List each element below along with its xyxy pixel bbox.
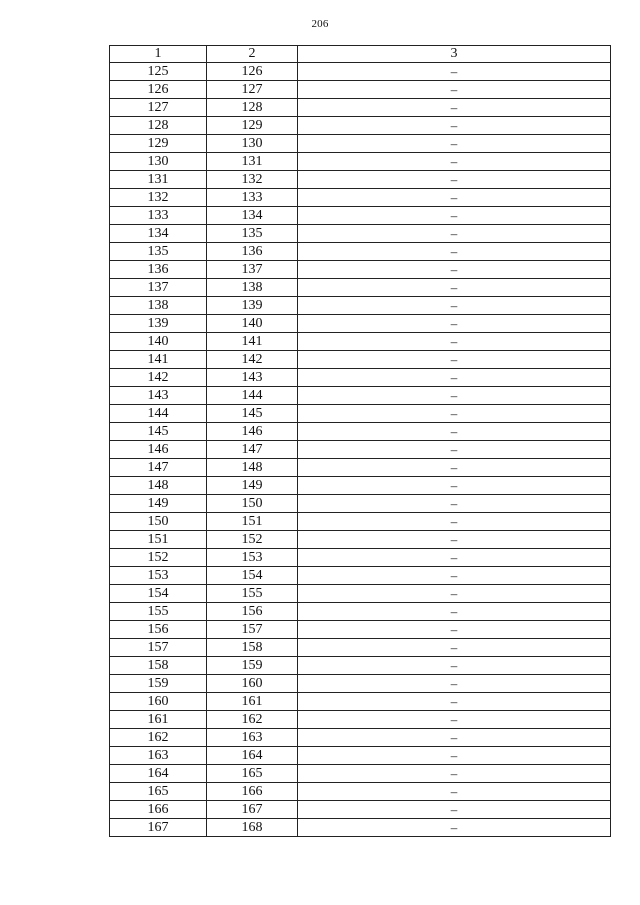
table-row — [110, 585, 611, 603]
table-cell-col-1: 147 — [110, 459, 207, 477]
table-cell-col-3: – — [298, 477, 611, 495]
table-cell-col-3: – — [298, 441, 611, 459]
table-row — [110, 297, 611, 315]
table-row — [110, 549, 611, 567]
table-cell-col-3: – — [298, 369, 611, 387]
table-cell-col-3: – — [298, 153, 611, 171]
table-cell-col-2: 165 — [207, 765, 298, 783]
table-cell-col-3: – — [298, 765, 611, 783]
table-cell-col-1: 153 — [110, 567, 207, 585]
table-cell-col-1: 165 — [110, 783, 207, 801]
table-row — [110, 243, 611, 261]
table-cell-col-2: 138 — [207, 279, 298, 297]
table-cell-col-3: – — [298, 387, 611, 405]
table-cell-col-2: 128 — [207, 99, 298, 117]
table-cell-col-1: 144 — [110, 405, 207, 423]
table-cell-col-2: 127 — [207, 81, 298, 99]
table-cell-col-1: 129 — [110, 135, 207, 153]
table-cell-col-2: 149 — [207, 477, 298, 495]
table-row — [110, 135, 611, 153]
table-row — [110, 189, 611, 207]
column-header-3: 3 — [298, 46, 611, 63]
table-cell-col-3: – — [298, 243, 611, 261]
table-cell-col-3: – — [298, 585, 611, 603]
table-cell-col-1: 145 — [110, 423, 207, 441]
table-cell-col-1: 159 — [110, 675, 207, 693]
table-cell-col-3: – — [298, 81, 611, 99]
table-row — [110, 423, 611, 441]
table-row — [110, 765, 611, 783]
table-cell-col-2: 167 — [207, 801, 298, 819]
table-cell-col-3: – — [298, 603, 611, 621]
table-row — [110, 171, 611, 189]
table-cell-col-3: – — [298, 819, 611, 837]
table-cell-col-3: – — [298, 207, 611, 225]
table-cell-col-1: 158 — [110, 657, 207, 675]
page-number: 206 — [311, 18, 329, 30]
table-row — [110, 639, 611, 657]
table-cell-col-1: 126 — [110, 81, 207, 99]
table-row — [110, 405, 611, 423]
table-cell-col-2: 168 — [207, 819, 298, 837]
table-row — [110, 153, 611, 171]
table-row — [110, 351, 611, 369]
table-row — [110, 261, 611, 279]
table-cell-col-2: 161 — [207, 693, 298, 711]
table-row — [110, 99, 611, 117]
table-header-row — [110, 46, 611, 63]
table-cell-col-2: 136 — [207, 243, 298, 261]
table-cell-col-3: – — [298, 279, 611, 297]
table-row — [110, 657, 611, 675]
table-cell-col-2: 163 — [207, 729, 298, 747]
table-cell-col-3: – — [298, 567, 611, 585]
table-cell-col-2: 164 — [207, 747, 298, 765]
table-cell-col-1: 136 — [110, 261, 207, 279]
table-cell-col-2: 129 — [207, 117, 298, 135]
table-cell-col-2: 166 — [207, 783, 298, 801]
table-cell-col-2: 157 — [207, 621, 298, 639]
table-cell-col-3: – — [298, 405, 611, 423]
table-cell-col-1: 163 — [110, 747, 207, 765]
table-cell-col-1: 151 — [110, 531, 207, 549]
table-cell-col-1: 137 — [110, 279, 207, 297]
table-cell-col-2: 143 — [207, 369, 298, 387]
table-cell-col-1: 139 — [110, 315, 207, 333]
table-cell-col-3: – — [298, 261, 611, 279]
table-cell-col-2: 135 — [207, 225, 298, 243]
table-cell-col-3: – — [298, 531, 611, 549]
table-row — [110, 711, 611, 729]
table-cell-col-3: – — [298, 351, 611, 369]
table-cell-col-1: 141 — [110, 351, 207, 369]
table-cell-col-1: 140 — [110, 333, 207, 351]
table-row — [110, 477, 611, 495]
table-row — [110, 801, 611, 819]
table-cell-col-2: 126 — [207, 63, 298, 81]
table-cell-col-1: 134 — [110, 225, 207, 243]
table-cell-col-3: – — [298, 333, 611, 351]
table-row — [110, 531, 611, 549]
table-row — [110, 783, 611, 801]
table-cell-col-1: 164 — [110, 765, 207, 783]
table-cell-col-1: 161 — [110, 711, 207, 729]
table-cell-col-3: – — [298, 549, 611, 567]
table-cell-col-2: 152 — [207, 531, 298, 549]
table-cell-col-3: – — [298, 783, 611, 801]
table-row — [110, 675, 611, 693]
table-cell-col-1: 128 — [110, 117, 207, 135]
table-cell-col-1: 166 — [110, 801, 207, 819]
table-cell-col-2: 162 — [207, 711, 298, 729]
table-cell-col-3: – — [298, 423, 611, 441]
table-cell-col-1: 154 — [110, 585, 207, 603]
table-cell-col-1: 132 — [110, 189, 207, 207]
table-cell-col-1: 156 — [110, 621, 207, 639]
table-row — [110, 819, 611, 837]
table-cell-col-2: 159 — [207, 657, 298, 675]
table-cell-col-1: 150 — [110, 513, 207, 531]
table-cell-col-3: – — [298, 711, 611, 729]
table-cell-col-1: 138 — [110, 297, 207, 315]
table-cell-col-2: 134 — [207, 207, 298, 225]
table-row — [110, 315, 611, 333]
table-cell-col-2: 153 — [207, 549, 298, 567]
table-cell-col-1: 146 — [110, 441, 207, 459]
data-table — [109, 45, 611, 837]
table-cell-col-3: – — [298, 315, 611, 333]
table-cell-col-2: 160 — [207, 675, 298, 693]
table-cell-col-1: 160 — [110, 693, 207, 711]
table-cell-col-3: – — [298, 693, 611, 711]
table-cell-col-2: 142 — [207, 351, 298, 369]
table-cell-col-2: 148 — [207, 459, 298, 477]
table-cell-col-1: 125 — [110, 63, 207, 81]
table-row — [110, 441, 611, 459]
table-cell-col-1: 157 — [110, 639, 207, 657]
table-cell-col-2: 155 — [207, 585, 298, 603]
table-cell-col-2: 132 — [207, 171, 298, 189]
table-cell-col-1: 162 — [110, 729, 207, 747]
table-cell-col-2: 158 — [207, 639, 298, 657]
table-cell-col-1: 131 — [110, 171, 207, 189]
column-header-2: 2 — [207, 46, 298, 63]
table-row — [110, 279, 611, 297]
table-row — [110, 747, 611, 765]
table-row — [110, 369, 611, 387]
table-cell-col-3: – — [298, 297, 611, 315]
table-cell-col-3: – — [298, 747, 611, 765]
table-row — [110, 693, 611, 711]
table-cell-col-2: 150 — [207, 495, 298, 513]
table-row — [110, 387, 611, 405]
table-cell-col-2: 154 — [207, 567, 298, 585]
table-cell-col-3: – — [298, 729, 611, 747]
table-row — [110, 63, 611, 81]
table-row — [110, 729, 611, 747]
table-row — [110, 225, 611, 243]
table-cell-col-2: 139 — [207, 297, 298, 315]
table-cell-col-3: – — [298, 225, 611, 243]
table-cell-col-3: – — [298, 63, 611, 81]
table-cell-col-1: 133 — [110, 207, 207, 225]
table-cell-col-2: 131 — [207, 153, 298, 171]
data-table-container — [109, 45, 610, 837]
table-cell-col-3: – — [298, 621, 611, 639]
table-cell-col-3: – — [298, 117, 611, 135]
table-body — [110, 63, 611, 837]
table-cell-col-2: 147 — [207, 441, 298, 459]
table-cell-col-1: 149 — [110, 495, 207, 513]
column-header-1: 1 — [110, 46, 207, 63]
table-cell-col-2: 140 — [207, 315, 298, 333]
table-cell-col-1: 167 — [110, 819, 207, 837]
table-row — [110, 513, 611, 531]
table-row — [110, 603, 611, 621]
table-row — [110, 495, 611, 513]
table-cell-col-2: 133 — [207, 189, 298, 207]
table-cell-col-3: – — [298, 99, 611, 117]
table-cell-col-3: – — [298, 675, 611, 693]
table-cell-col-3: – — [298, 513, 611, 531]
table-cell-col-1: 155 — [110, 603, 207, 621]
table-cell-col-1: 143 — [110, 387, 207, 405]
table-cell-col-3: – — [298, 801, 611, 819]
table-cell-col-2: 151 — [207, 513, 298, 531]
table-cell-col-3: – — [298, 495, 611, 513]
table-cell-col-3: – — [298, 135, 611, 153]
table-row — [110, 459, 611, 477]
table-cell-col-2: 146 — [207, 423, 298, 441]
table-cell-col-3: – — [298, 189, 611, 207]
table-cell-col-1: 127 — [110, 99, 207, 117]
table-cell-col-2: 141 — [207, 333, 298, 351]
table-cell-col-1: 142 — [110, 369, 207, 387]
table-row — [110, 81, 611, 99]
table-cell-col-1: 148 — [110, 477, 207, 495]
table-cell-col-1: 152 — [110, 549, 207, 567]
table-cell-col-3: – — [298, 459, 611, 477]
table-cell-col-1: 130 — [110, 153, 207, 171]
table-cell-col-3: – — [298, 171, 611, 189]
table-row — [110, 333, 611, 351]
table-cell-col-3: – — [298, 657, 611, 675]
table-cell-col-3: – — [298, 639, 611, 657]
table-cell-col-2: 130 — [207, 135, 298, 153]
table-row — [110, 117, 611, 135]
table-cell-col-2: 156 — [207, 603, 298, 621]
table-cell-col-2: 137 — [207, 261, 298, 279]
table-row — [110, 207, 611, 225]
table-cell-col-2: 144 — [207, 387, 298, 405]
table-cell-col-2: 145 — [207, 405, 298, 423]
table-row — [110, 621, 611, 639]
table-row — [110, 567, 611, 585]
table-cell-col-1: 135 — [110, 243, 207, 261]
